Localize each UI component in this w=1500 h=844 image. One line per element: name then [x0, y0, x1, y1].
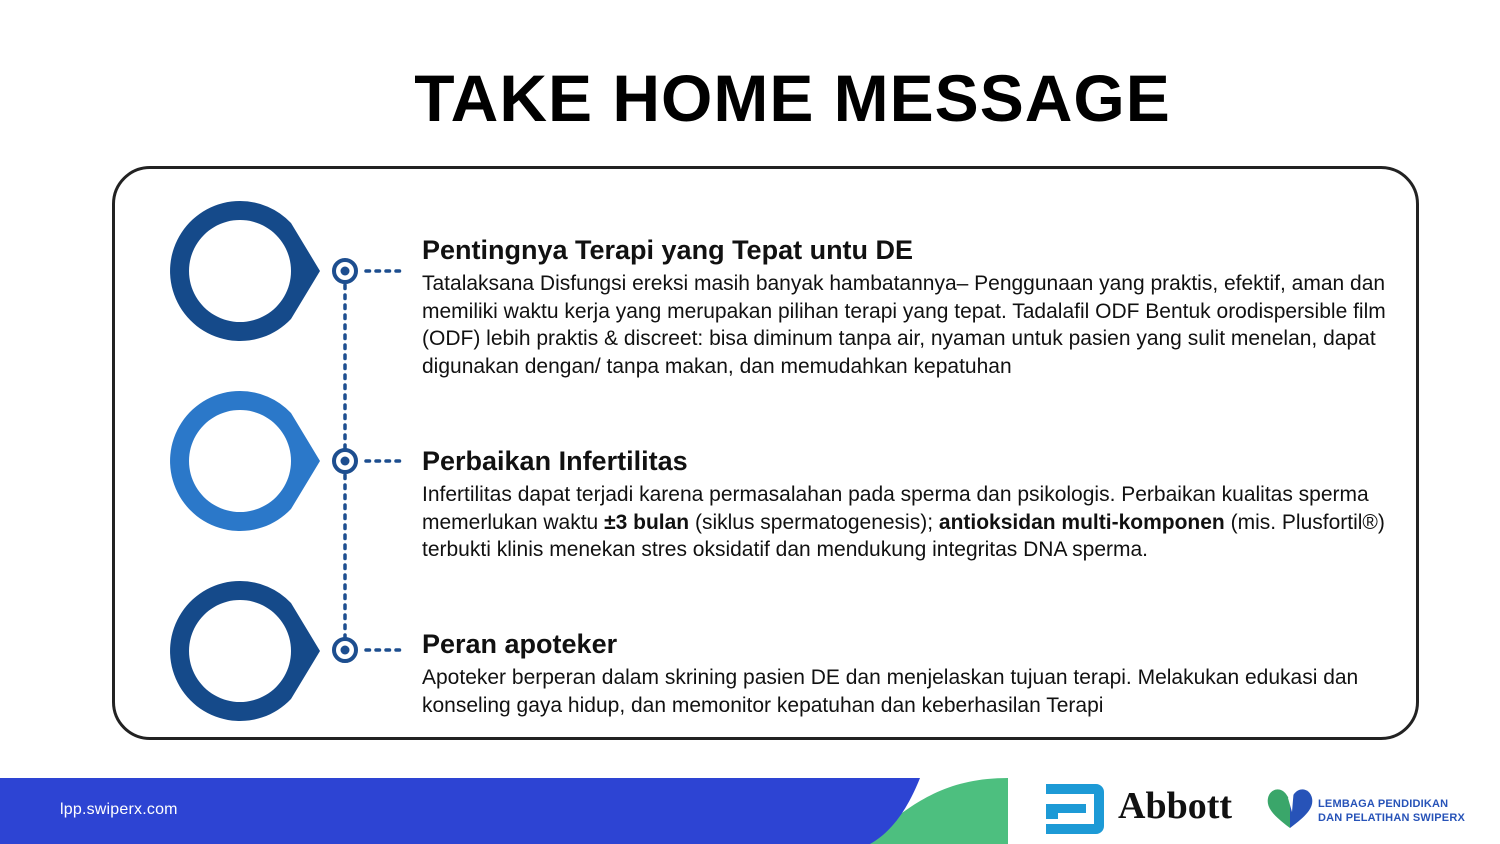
- abbott-wordmark: Abbott: [1118, 785, 1233, 827]
- lpp-name-line-1: LEMBAGA PENDIDIKAN: [1318, 798, 1449, 810]
- section-1-body: Tatalaksana Disfungsi ereksi masih banyak hambatannya– Penggunaan yang praktis, efektif, aman dan memiliki waktu kerja yang merupakan pilihan terapi yang tepat. Tadalafil ODF Bentuk orodispersible film (ODF) lebih praktis & discreet: bisa diminum tanpa air, nyaman untuk pasien yang sulit menelan, dapat digunakan dengan/ tanpa makan, dan memudahkan kepatuhan: [422, 272, 1386, 378]
- timeline-node-1: [334, 260, 356, 282]
- timeline-node-2: [334, 450, 356, 472]
- section-2-body-text-c: (mis. Plusfortil®) terbukti klinis menekan stres oksidatif dan mendukung integritas DNA sperma.: [422, 510, 1385, 561]
- abbott-logo-icon: [1042, 780, 1108, 834]
- lpp-heart-logo-icon: [1266, 786, 1314, 830]
- slide-title: TAKE HOME MESSAGE: [414, 61, 1171, 135]
- footer-url-link[interactable]: lpp.swiperx.com: [60, 801, 178, 818]
- section-2-body-bold-duration: ±3 bulan: [604, 510, 690, 534]
- section-1-heading: Pentingnya Terapi yang Tepat untu DE: [422, 235, 914, 265]
- section-1-ring-icon: [170, 200, 330, 345]
- lpp-name-line-2: DAN PELATIHAN SWIPERX: [1318, 812, 1466, 824]
- section-2-body-text-b: (siklus spermatogenesis);: [689, 510, 939, 534]
- section-3-body: Apoteker berperan dalam skrining pasien DE dan menjelaskan tujuan terapi. Melakukan edukasi dan konseling gaya hidup, dan memonitor kepatuhan dan keberhasilan Terapi: [422, 666, 1359, 717]
- section-2: [422, 445, 1397, 564]
- lpp-name: [1318, 797, 1465, 825]
- section-2-ring-icon: [170, 390, 330, 535]
- section-3: [422, 628, 1397, 719]
- section-2-body: [422, 481, 1397, 564]
- section-3-ring-icon: [170, 580, 330, 725]
- section-1: [422, 234, 1397, 380]
- section-2-body-text-a: Infertilitas dapat terjadi karena permasalahan pada sperma dan psikologis. Perbaikan kualitas sperma memerlukan waktu: [422, 483, 1369, 534]
- section-2-body-bold-antioxidant: antioksidan multi-komponen: [938, 510, 1225, 534]
- section-2-heading: Perbaikan Infertilitas: [422, 446, 688, 476]
- section-3-heading: Peran apoteker: [422, 629, 618, 659]
- timeline-node-3: [334, 639, 356, 661]
